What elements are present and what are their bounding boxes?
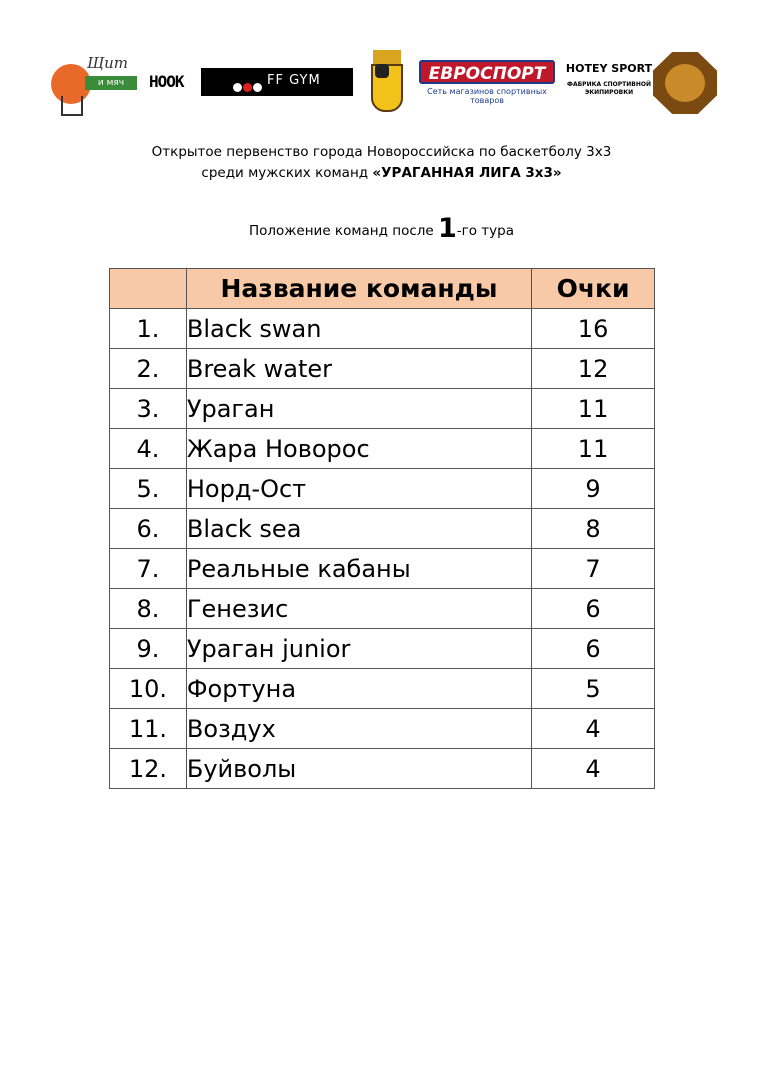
eurosport-logo <box>419 60 555 105</box>
points-cell: 11 <box>532 429 655 469</box>
eagle-icon <box>375 64 389 78</box>
table-row <box>110 469 655 509</box>
logo-text-bar: и мяч <box>85 76 137 90</box>
points-cell: 11 <box>532 389 655 429</box>
points-cell: 4 <box>532 709 655 749</box>
header-team-name: Название команды <box>186 269 531 309</box>
points-cell: 12 <box>532 349 655 389</box>
table-row <box>110 669 655 709</box>
hook-logo <box>149 64 199 100</box>
dots-icon <box>233 77 263 96</box>
team-cell: Break water <box>186 349 531 389</box>
title-line-2 <box>0 163 763 184</box>
place-cell: 11. <box>110 709 187 749</box>
points-cell: 6 <box>532 589 655 629</box>
sponsor-logos <box>45 50 720 118</box>
hotey-sport-logo-subtext: ФАБРИКА СПОРТИВНОЙ ЭКИПИРОВКИ <box>567 81 651 96</box>
league-name: «УРАГАННАЯ ЛИГА 3х3» <box>372 165 562 181</box>
shit-i-myach-logo <box>45 50 140 118</box>
table-row <box>110 749 655 789</box>
place-cell: 6. <box>110 509 187 549</box>
table-row <box>110 349 655 389</box>
points-cell: 4 <box>532 749 655 789</box>
place-cell: 2. <box>110 349 187 389</box>
table-row <box>110 549 655 589</box>
eurosport-logo-subtext: Сеть магазинов спортивных товаров <box>427 87 547 105</box>
team-cell: Воздух <box>186 709 531 749</box>
document-title <box>0 142 763 184</box>
table-row <box>110 589 655 629</box>
team-cell: Норд-Ост <box>186 469 531 509</box>
hoop-net-icon <box>61 96 83 116</box>
table-row <box>110 429 655 469</box>
place-cell: 10. <box>110 669 187 709</box>
team-cell: Black swan <box>186 309 531 349</box>
place-cell: 9. <box>110 629 187 669</box>
header-points: Очки <box>532 269 655 309</box>
place-cell: 4. <box>110 429 187 469</box>
team-cell: Жара Новорос <box>186 429 531 469</box>
city-crest-logo <box>367 50 407 116</box>
place-cell: 3. <box>110 389 187 429</box>
emblem-icon <box>665 64 705 102</box>
header-place <box>110 269 187 309</box>
team-cell: Генезис <box>186 589 531 629</box>
hotey-sport-logo <box>565 62 653 108</box>
place-cell: 5. <box>110 469 187 509</box>
points-cell: 9 <box>532 469 655 509</box>
title-line-2-prefix: среди мужских команд <box>201 165 373 181</box>
table-row <box>110 389 655 429</box>
table-row <box>110 509 655 549</box>
table-row <box>110 709 655 749</box>
points-cell: 5 <box>532 669 655 709</box>
standings-table <box>109 268 655 789</box>
table-header-row <box>110 269 655 309</box>
place-cell: 12. <box>110 749 187 789</box>
place-cell: 7. <box>110 549 187 589</box>
hook-logo-text: HOOK <box>149 72 184 91</box>
table-row <box>110 309 655 349</box>
ff-gym-logo-text: FF GYM <box>267 73 321 88</box>
subtitle-suffix: -го тура <box>456 223 515 239</box>
table-row <box>110 629 655 669</box>
points-cell: 6 <box>532 629 655 669</box>
team-cell: Буйволы <box>186 749 531 789</box>
eurosport-logo-text: ЕВРОСПОРТ <box>419 60 555 84</box>
place-cell: 8. <box>110 589 187 629</box>
ff-gym-logo <box>201 68 353 96</box>
octagon-emblem-logo <box>653 52 717 114</box>
team-cell: Black sea <box>186 509 531 549</box>
round-number: 1 <box>438 213 457 244</box>
points-cell: 7 <box>532 549 655 589</box>
logo-text-top: Щит <box>87 54 129 72</box>
place-cell: 1. <box>110 309 187 349</box>
team-cell: Ураган junior <box>186 629 531 669</box>
points-cell: 8 <box>532 509 655 549</box>
team-cell: Фортуна <box>186 669 531 709</box>
title-line-1: Открытое первенство города Новороссийска по баскетболу 3х3 <box>151 144 612 160</box>
crown-icon <box>373 50 401 64</box>
round-subtitle <box>0 214 763 246</box>
team-cell: Реальные кабаны <box>186 549 531 589</box>
subtitle-prefix: Положение команд после <box>248 223 438 239</box>
team-cell: Ураган <box>186 389 531 429</box>
hotey-sport-logo-text: HOTEY SPORT <box>565 62 653 75</box>
points-cell: 16 <box>532 309 655 349</box>
